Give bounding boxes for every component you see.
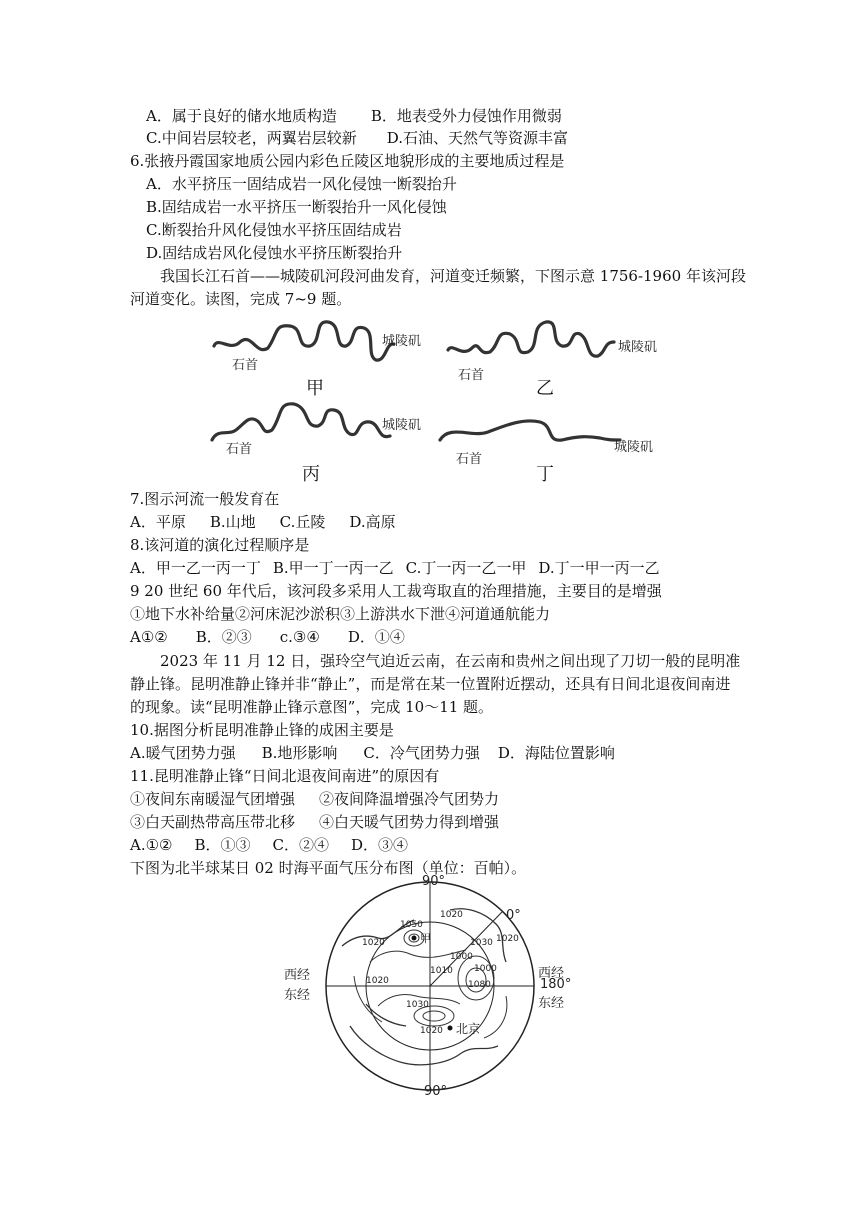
intro-10-11-line3: 的现象。读“昆明准静止锋示意图”，完成 10～11 题。 — [130, 698, 494, 716]
isobar-label: 1020 — [496, 934, 519, 944]
river-yi — [448, 322, 614, 356]
isobar-label: 1020 — [420, 1026, 443, 1036]
river-bing-start-label: 石首 — [226, 442, 253, 457]
q8-option-c: C.丁一丙一乙一甲 — [405, 559, 527, 577]
q5-options-row1 — [146, 106, 562, 126]
q8-option-b: B.甲一丁一丙一乙 — [272, 559, 394, 577]
map-label-bottom: 90° — [424, 1084, 448, 1099]
q5-option-d: D.石油、天然气等资源丰富 — [386, 129, 568, 147]
q6-stem: 6.张掖丹霞国家地质公园内彩色丘陵区地貌形成的主要地质过程是 — [130, 152, 565, 170]
q9-option-c: c.③④ — [279, 628, 320, 646]
q8-option-a: A．甲一乙一丙一丁 — [130, 559, 261, 577]
river-panel-bing: 丙 — [302, 464, 320, 485]
isobar-label: 1030 — [470, 938, 493, 948]
q11-items-row2 — [130, 812, 499, 832]
q10-stem: 10.据图分析昆明准静止锋的成困主要是 — [130, 721, 394, 739]
isobar-label: 1020 — [366, 976, 389, 986]
q6-option-a: A．水平挤压一固结成岩一风化侵蚀一断裂抬升 — [146, 175, 457, 193]
river-panel-ding: 丁 — [536, 464, 554, 485]
isobar-label: 1000 — [450, 952, 473, 962]
map-label-180: 180° — [540, 977, 572, 992]
q7-option-c: C.丘陵 — [279, 513, 326, 531]
isobar-label: 1020 — [362, 938, 385, 948]
isobar-label: 1030 — [406, 1000, 429, 1010]
q10-option-d: D．海陆位置影响 — [497, 744, 615, 762]
q8-stem: 8.该河道的演化过程顺序是 — [130, 536, 310, 554]
q8-options — [130, 558, 660, 578]
q11-item-2: ②夜间降温增强冷气团势力 — [319, 790, 500, 808]
river-yi-start-label: 石首 — [458, 368, 485, 383]
river-bing-end-label: 城陵矶 — [382, 418, 422, 433]
q7-option-b: B.山地 — [209, 513, 256, 531]
isobar-label: 1020 — [440, 910, 463, 920]
q5-option-a: A．属于良好的储水地质构造 — [146, 107, 337, 125]
intro-7-9-line2: 河道变化。读图，完成 7~9 题。 — [130, 290, 352, 308]
q9-option-a: A①② — [130, 628, 168, 646]
river-panel-jia: 甲 — [306, 378, 324, 399]
q7-option-a: A．平原 — [130, 513, 186, 531]
q11-item-1: ①夜间东南暖湿气团增强 — [130, 790, 296, 808]
river-yi-end-label: 城陵矶 — [618, 340, 658, 355]
q9-option-b: B．②③ — [195, 628, 252, 646]
map-label-east-right: 东经 — [538, 996, 565, 1011]
q5-options-row2 — [146, 128, 568, 148]
q5-option-b: B．地表受外力侵蚀作用微弱 — [370, 107, 562, 125]
isobar-label: 1050 — [400, 920, 423, 930]
q9-items: ①地下水补给量②河床泥沙淤积③上游洪水下泄④河道通航能力 — [130, 605, 551, 623]
map-label-beijing: 北京 — [456, 1022, 481, 1036]
q11-item-3: ③白天副热带高压带北移 — [130, 813, 296, 831]
map-label-west-left: 西经 — [284, 968, 311, 983]
intro-10-11-line2: 静止锋。昆明准静止锋并非“静止”，而是常在某一位置附近摆动，还具有日间北退夜间南进 — [130, 675, 731, 693]
river-ding — [440, 421, 620, 440]
river-panel-yi: 乙 — [536, 378, 554, 399]
river-ding-end-label: 城陵矶 — [614, 440, 654, 455]
river-jia-end-label: 城陵矶 — [382, 334, 422, 349]
q6-option-d: D.固结成岩风化侵蚀水平挤压断裂抬升 — [146, 244, 403, 262]
isobar-label: 1000 — [474, 964, 497, 974]
q11-options — [130, 835, 408, 855]
river-jia-start-label: 石首 — [232, 358, 259, 373]
q7-stem: 7.图示河流一般发育在 — [130, 490, 280, 508]
map-label-east-left: 东经 — [284, 988, 311, 1003]
q11-stem: 11.昆明准静止锋“日间北退夜间南进”的原因有 — [130, 767, 440, 785]
q9-stem: 9 20 世纪 60 年代后，该河段多采用人工裁弯取直的治理措施，主要目的是增强 — [130, 582, 662, 600]
map-label-top: 90° — [422, 874, 446, 889]
q9-option-d: D．①④ — [347, 628, 405, 646]
map-intro: 下图为北半球某日 02 时海平面气压分布图（单位：百帕）。 — [130, 859, 527, 877]
q11-option-a: A.①② — [130, 836, 173, 854]
q11-item-4: ④白天暖气团势力得到增强 — [319, 813, 500, 831]
q10-option-c: C．冷气团势力强 — [363, 744, 480, 762]
jia-marker — [412, 936, 417, 941]
intro-7-9-line1: 我国长江石首——城陵矶河段河曲发育，河道变迁频繁，下图示意 1756-1960 年该河段 — [160, 267, 746, 285]
q6-option-c: C.断裂抬升风化侵蚀水平挤压固结成岩 — [146, 221, 402, 239]
q11-option-c: C．②④ — [272, 836, 330, 854]
q7-options — [130, 512, 396, 532]
q9-options — [130, 627, 405, 647]
q10-options — [130, 743, 615, 763]
river-channel-figure — [200, 312, 670, 490]
q11-option-b: B．①③ — [194, 836, 251, 854]
beijing-marker — [448, 1026, 453, 1031]
pressure-map-figure — [270, 876, 590, 1106]
q8-option-d: D.丁一甲一丙一乙 — [538, 559, 660, 577]
map-label-west-right: 西经 — [538, 966, 565, 981]
q5-option-c: C.中间岩层较老，两翼岩层较新 — [146, 129, 357, 147]
q6-option-b: B.固结成岩一水平挤压一断裂抬升一风化侵蚀 — [146, 198, 447, 216]
q11-items-row1 — [130, 789, 499, 809]
isobar-label: 1010 — [430, 966, 453, 976]
river-bing — [212, 404, 390, 440]
map-label-0deg: 0° — [506, 908, 521, 923]
q7-option-d: D.高原 — [349, 513, 396, 531]
isobar-label: 1080 — [468, 980, 491, 990]
q10-option-b: B.地形影响 — [261, 744, 338, 762]
intro-10-11-line1: 2023 年 11 月 12 日，强玲空气迫近云南，在云南和贵州之间出现了刀切一般的昆明准 — [160, 652, 741, 670]
river-ding-start-label: 石首 — [456, 452, 483, 467]
river-channel-drawing — [200, 312, 670, 490]
q10-option-a: A.暖气团势力强 — [130, 744, 236, 762]
map-label-jia: 甲 — [420, 932, 431, 945]
q11-option-d: D．③④ — [351, 836, 409, 854]
